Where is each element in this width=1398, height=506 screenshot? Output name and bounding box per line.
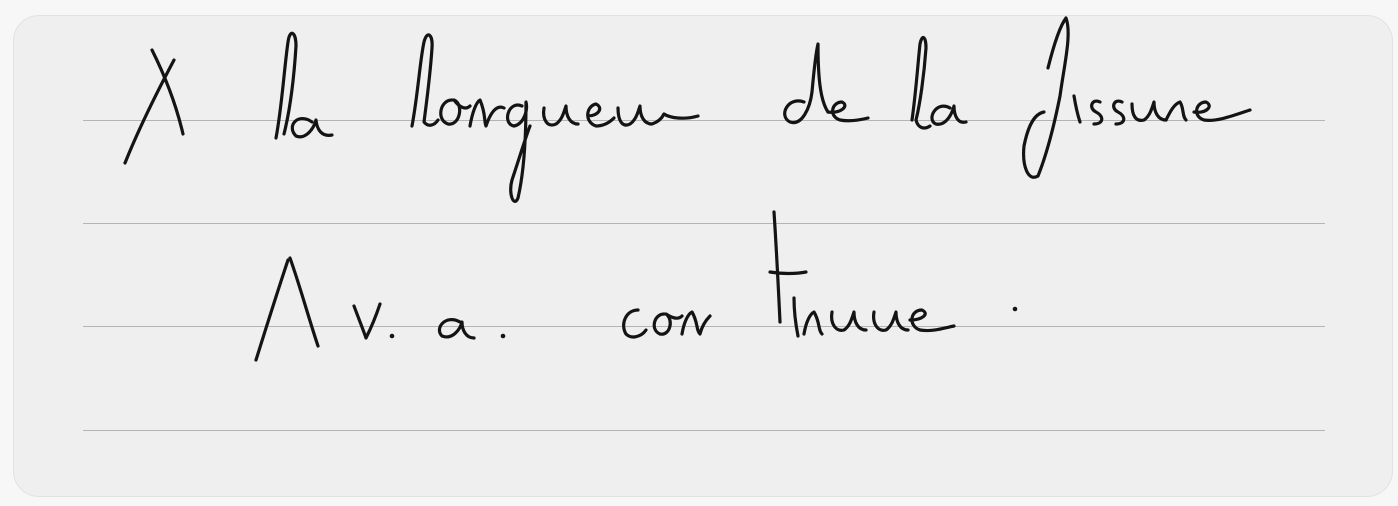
handwritten-line-2: [256, 212, 1017, 360]
note-card: [13, 15, 1393, 497]
handwritten-line-1: [125, 18, 1250, 201]
handwriting-strokes: [14, 16, 1393, 497]
